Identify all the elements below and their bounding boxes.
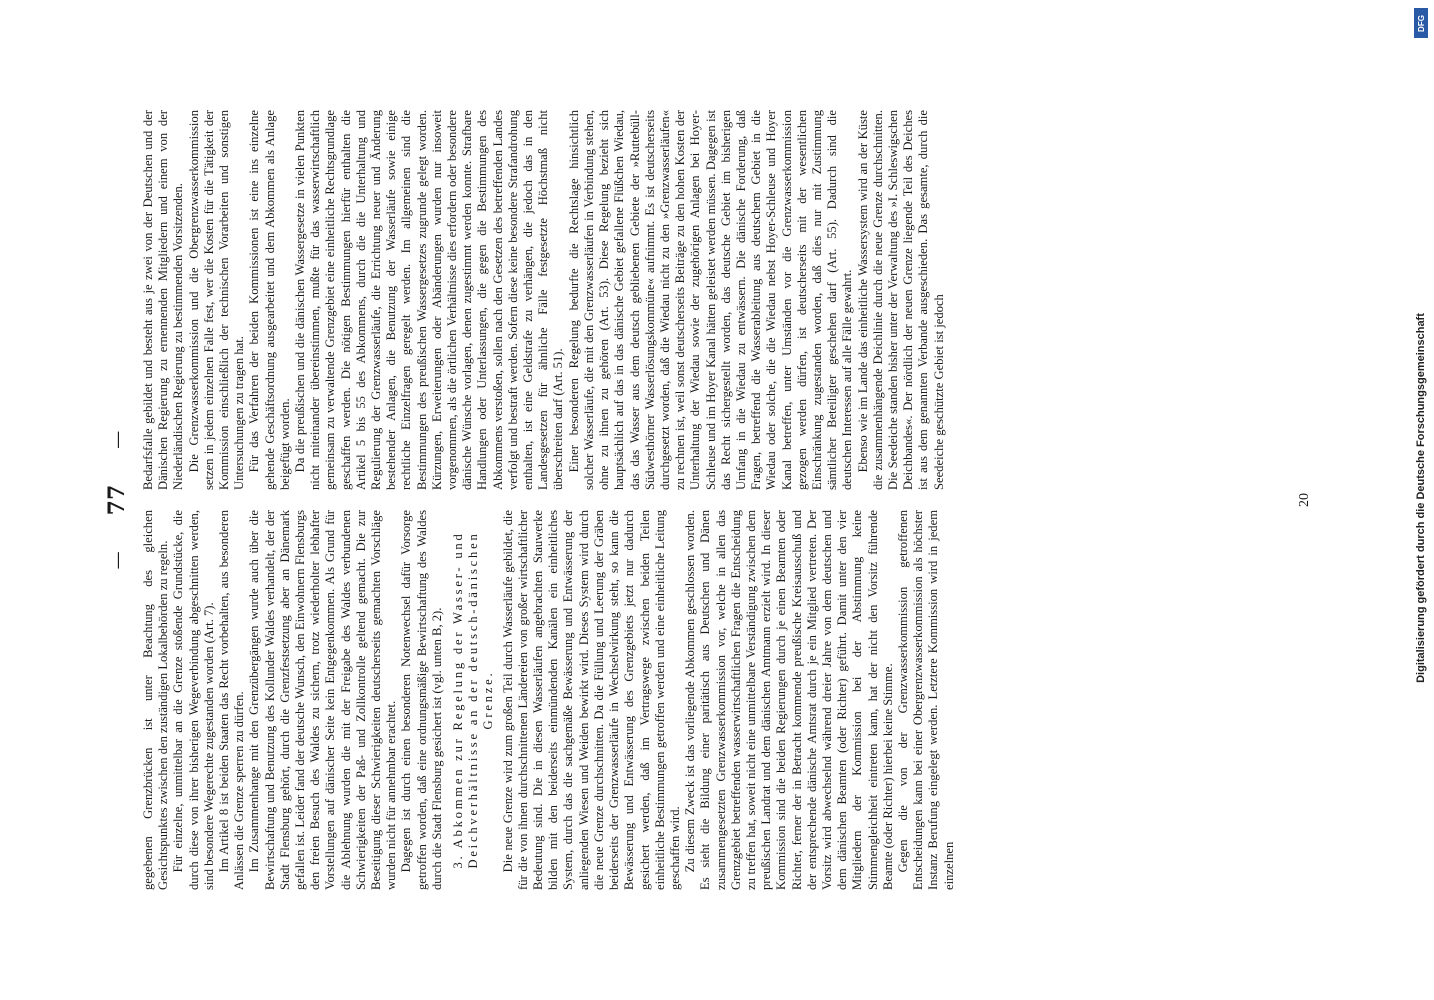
rotated-page (97, 110, 1327, 890)
right-column (141, 110, 1291, 490)
page-header (97, 110, 137, 890)
left-column (141, 510, 1291, 890)
paragraph: Die neue Grenze wird zum großen Teil durch Wasserläufe gebildet, die für die von ihnen durchschnittenen Ländereien von großer wirtschaftlicher Bedeutung sind. Die in diesen Wasserläufen angebrachten Stauwerke bilden mit den beiderseits einmündenden Kanälen ein einheitliches System, durch das die sachgemäße Bewässerung und Entwässerung der anliegenden Wiesen und Weiden bewirkt wird. Dieses System wird durch die neue Grenze durchschnitten. Da die Füllung und Leerung der Gräben beiderseits der Grenzwasserläufe in Wechselwirkung steht, so kann die Bewässerung und Entwässerung des Grenzgebiets jetzt nur dadurch gesichert werden, daß im Vertragswege zwischen beiden Teilen einheitliche Bestimmungen getroffen werden und eine einheitliche Leitung geschaffen wird. (500, 510, 682, 890)
digitization-credit (1414, 8, 1428, 988)
paragraph: Einer besonderen Regelung bedurfte die Rechtslage hinsichtlich solcher Wasserläufe, die mit den Grenzwasserläufen in Verbindung stehen, ohne zu ihnen zu gehören (Art. 53). Diese Regelung bezieht sich hauptsächlich auf das in das dänische Gebiet gefallene Flüßchen Wiedau, das das Wasser aus dem deutsch gebliebenen Gebiete der »Ruttebüll-Südwesthörner Wasserlösungskommüne« aufnimmt. Es ist deutscherseits durchgesetzt worden, daß die Wiedau nicht zu den »Grenzwasserläufen« zu rechnen ist, weil sonst deutscherseits Beiträge zu den hohen Kosten der Unterhaltung der Wiedau sowie der zugehörigen Anlagen bei Hoyer-Schleuse und im Hoyer Kanal hätten geleistet werden müssen. Dagegen ist das Recht sichergestellt worden, das deutsche Gebiet im bisherigen Umfang in die Wiedau zu entwässern. Die dänische Forderung, daß Fragen, betreffend die Wasserableitung aus deutschem Gebiet in die Wiedau oder solche, die die Wiedau nebst Hoyer-Schleuse und Hoyer Kanal betreffen, unter Umständen vor die Grenzwasserkommission gezogen werden dürfen, ist deutscherseits mit der wesentlichen Einschränkung zugestanden worden, daß dies nur mit Zustimmung sämtlicher Beteiligter geschehen darf (Art. 55). Dadurch sind die deutschen Interessen auf alle Fälle gewahrt. (566, 110, 855, 490)
paragraph: Für einzelne, unmittelbar an die Grenze stoßende Grundstücke, die durch diese von ihrer bisherigen Wegeverbindung abgeschnitten werden, sind besondere Wegerechte zugestanden worden (Art. 7). (171, 510, 216, 890)
signature-mark: 20 (1297, 493, 1312, 507)
paragraph: Zu diesem Zweck ist das vorliegende Abkommen geschlossen worden. Es sieht die Bildung einer paritätisch aus Deutschen und Dänen zusammengesetzten Grenzwasserkommission vor, welche in allen das Grenzgebiet betreffenden wasserwirtschaftlichen Fragen die Entscheidung zu treffen hat, soweit nicht eine unmittelbare Verständigung zwischen dem preußischen Landrat und dem dänischen Amtmann erzielt wird. In dieser Kommission sind die beiden Regierungen durch je einen Beamten oder Richter, ferner der in Betracht kommende preußische Kreisausschuß und der entsprechende dänische Amtsrat durch je ein Mitglied vertreten. Der Vorsitz wird abwechselnd während dreier Jahre von dem deutschen und dem dänischen Beamten (oder Richter) geführt. Damit unter den vier Mitgliedern der Kommission bei der Abstimmung keine Stimmengleichheit eintreten kann, hat der nicht den Vorsitz führende Beamte (oder Richter) hierbei keine Stimme. (683, 510, 895, 890)
page-number: 77 (104, 484, 130, 516)
dfg-logo-text: DFG (1416, 14, 1426, 32)
credit-text: Digitalisierung gefördert durch die Deutsche Forschungsgemeinschaft (1415, 313, 1427, 683)
section-heading: 3. Abkommen zur Regelung der Wasser- und Deichverhältnisse an der deutsch-dänischen Grenze. (451, 531, 496, 869)
paragraph: Im Zusammenhange mit den Grenzübergängen wurde auch über die Bewirtschaftung und Benutzung des Kollunder Waldes verhandelt, der der Stadt Flensburg gehört, durch die Grenzfestsetzung aber an Dänemark gefallen ist. Leider fand der deutsche Wunsch, den Einwohnern Flensburgs den freien Besuch des Waldes zu sichern, trotz wiederholter lebhafter Vorstellungen auf dänischer Seite kein Entgegenkommen. Als Grund für die Ablehnung wurden die mit der Freigabe des Waldes verbundenen Schwierigkeiten der Paß- und Zollkontrolle geltend gemacht. Die zur Beseitigung dieser Schwierigkeiten deutscherseits gemachten Vorschläge wurden nicht für annehmbar erachtet. (247, 510, 399, 890)
paragraph: Dagegen ist durch einen besonderen Notenwechsel dafür Vorsorge getroffen worden, daß eine ordnungsmäßige Bewirtschaftung des Waldes durch die Stadt Flensburg gesichert ist (vgl. unten B, 2). (399, 510, 444, 890)
text-columns (141, 110, 1291, 890)
paragraph: Die Grenzwasserkommission und die Obergrenzwasserkommission setzen in jedem einzelnen Falle fest, wer die Kosten für die Tätigkeit der Kommission einschließlich der technischen Vorarbeiten und sonstigen Untersuchungen zu tragen hat. (186, 110, 247, 490)
paragraph: Bedarfsfalle gebildet und besteht aus je zwei von der Deutschen und der Dänischen Regierung zu ernennenden Mitgliedern und einem von der Niederländischen Regierung zu bestimmenden Vorsitzenden. (141, 110, 186, 490)
paragraph: Ebenso wie im Lande das einheitliche Wassersystem wird an der Küste die zusammenhängende Deichlinie durch die neue Grenze durchschnitten. Die Seedeiche standen bisher unter der Verwaltung des »I. Schleswigschen Deichbandes«. Der nördlich der neuen Grenze liegende Teil des Deiches ist aus dem genannten Verbande ausgeschieden. Das gesamte, durch die Seedeiche geschützte Gebiet ist jedoch (855, 110, 946, 490)
paragraph: Für das Verfahren der beiden Kommissionen ist eine ins einzelne gehende Geschäftsordnung ausgearbeitet und dem Abkommen als Anlage beigefügt worden. (247, 110, 292, 490)
paragraph: Da die preußischen und die dänischen Wassergesetze in vielen Punkten nicht miteinander übereinstimmen, mußte für das wasserwirtschaftlich gemeinsam zu verwaltende Grenzgebiet eine einheitliche Rechtsgrundlage geschaffen werden. Die nötigen Bestimmungen hierfür enthalten die Artikel 5 bis 55 des Abkommens, durch die die Unterhaltung und Regulierung der Grenzwasserläufe, die Errichtung neuer und Änderung bestehender Anlagen, die Benutzung der Wasserläufe sowie einige rechtliche Einzelfragen geregelt werden. Im allgemeinen sind die Bestimmungen des preußischen Wassergesetzes zugrunde gelegt worden. Kürzungen, Erweiterungen oder Abänderungen wurden nur insoweit vorgenommen, als die örtlichen Verhältnisse dies erfordern oder besondere dänische Wünsche vorlagen, denen zugestimmt werden konnte. Strafbare Handlungen oder Unterlassungen, die gegen die Bestimmungen des Abkommens verstoßen, sollen nach den Gesetzen des betreffenden Landes verfolgt und bestraft werden. Sofern diese keine besondere Strafandrohung enthalten, ist eine Geldstrafe zu verhängen, die jedoch das in den Landesgesetzen für ähnliche Fälle festgesetzte Höchstmaß nicht überschreiten darf (Art. 51). (293, 110, 566, 490)
dfg-logo (1414, 8, 1428, 38)
paragraph: Gegen die von der Grenzwasserkommission getroffenen Entscheidungen kann bei einer Obergrenzwasserkommission als höchster Instanz Berufung eingelegt werden. Letztere Kommission wird in jedem einzelnen (895, 510, 956, 890)
paragraph: Im Artikel 8 ist beiden Staaten das Recht vorbehalten, aus besonderen Anlässen die Grenze sperren zu dürfen. (217, 510, 247, 890)
paragraph: gegebenen Grenzbrücken ist unter Beachtung des gleichen Gesichtspunktes zwischen den zuständigen Lokalbehörden zu regeln. (141, 510, 171, 890)
header-dash-right: — (106, 430, 128, 449)
header-dash-left: — (106, 551, 128, 570)
